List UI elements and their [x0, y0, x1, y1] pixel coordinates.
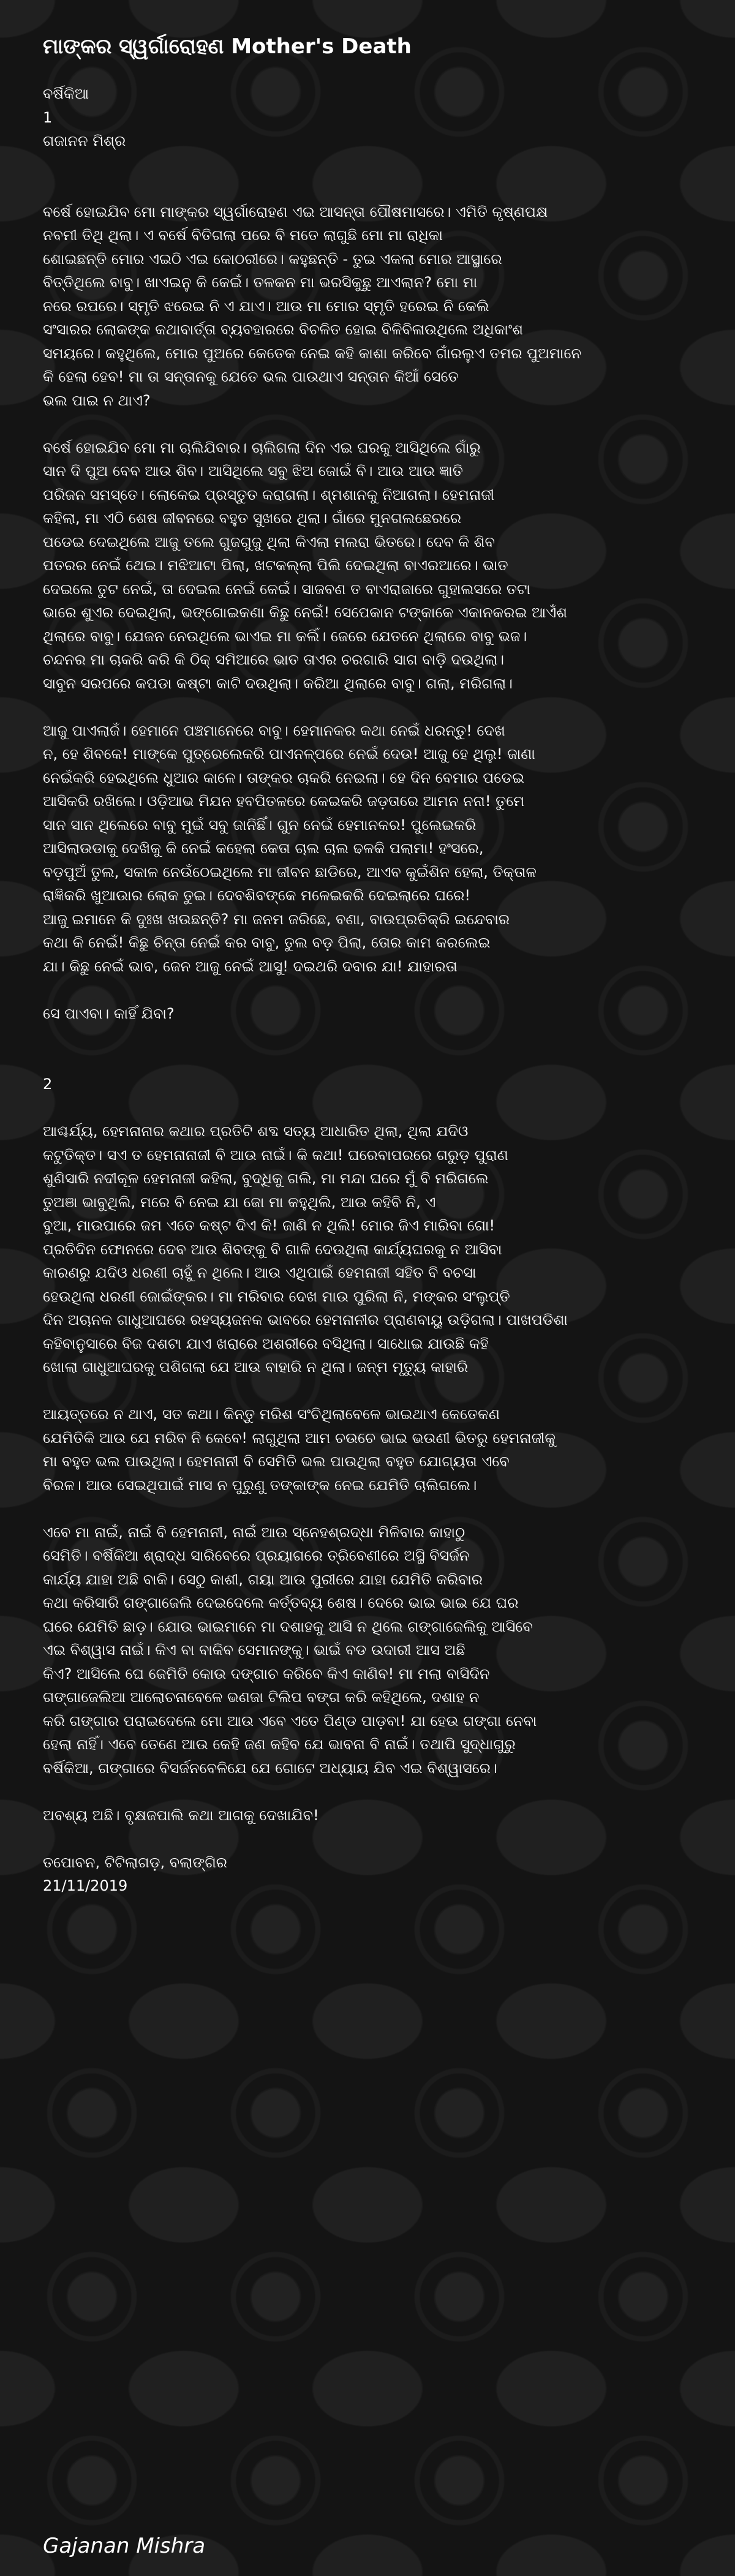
poem-line: ସାବୁନ ସରପରେ କପଡା କଷ୍ଟା କାଟି ଦଉଥିଲା। କରିଆ ଥିଲାରେ ବାବୁ। ଗଲା, ମରିଗଲା।	[43, 674, 513, 692]
blank-line	[43, 1096, 692, 1120]
poem-line: ବର୍ଷେ ହୋଇଯିବ ମୋ ମା ଚାଲିଯିବାର। ଚାଲିଗଲା ଦିନ ଏଇ ଘରକୁ ଆସିଥିଲେ ଗାଁରୁ	[43, 439, 481, 456]
poem-line: ବର୍ଷିକିଆ, ଗଙ୍ଗାରେ ବିସର୍ଜନବେଳିଯେ ଯେ ଗୋଟେ ଅଧ୍ୟାୟ ଯିବ ଏଇ ବିଶ୍ୱାସରେ।	[43, 1759, 497, 1777]
poem-line: ଦିନ ଅଚାନକ ଗାଧୁଆଘରେ ରହସ୍ୟଜନକ ଭାବରେ ହେମନାନୀର ପ୍ରାଣବାୟୁ ଉଡ଼ିଗଲା। ପାଖପଡିଶା	[43, 1311, 568, 1328]
poem-line: ପରିଜନ ସମସ୍ତେ। ଲୋକେଇ ପ୍ରସ୍ତୁତ କରାଗଲା। ଶ୍ମଶାନକୁ ନିଆଗଲା। ହେମନାଜୀ	[43, 486, 495, 503]
poem-line: ନେଇଁକରି ହେଇଥିଲେ ଧୁଆର କାଳେ। ତାଙ୍କର ଚାକରି ନେଇଲା। ହେ ଦିନ ବେମାର ପଡେଇ	[43, 769, 524, 786]
poem-line: ଦେଇଲେ ତୁଟ ନେଇଁ, ତା ଦେଇଲ ନେଇଁ କେଇଁ। ସାଜବଣ ତ ବାଏରାଜାରେ ଗୁହାଲସରେ ତଟା	[43, 580, 530, 598]
blank-line	[43, 1827, 692, 1851]
blank-line	[43, 153, 692, 177]
poem-line: ଭାରେ ଶୁଏର ଦେଇଥିଲା, ଭଙ୍ଗୋଇକଣା କିଛୁ ନେଇଁ! ସେପେକାନ ଟଙ୍କାକେ ଏକାନକରଇ ଆଏଁଶ	[43, 604, 567, 621]
poem-line: ଥିଲାରେ ବାବୁ। ଯେଜନ ନେଉଥିଲେ ଭାଏଇ ମା କଲିଁ। ଜେରେ ଯେତନେ ଥିଲାରେ ବାବୁ ଭଜ।	[43, 627, 527, 645]
poem-line: ଗଙ୍ଗାଜେଲିଆ ଆଲୋଚନାବେଳେ ଭଣଜା ଟିଲିପ ବଙ୍ଗ କରି କହିଥିଲେ, ଦଶାହ ନ	[43, 1689, 480, 1706]
poem-line: ପ୍ରତିଦିନ ଫୋନରେ ଦେବ ଆଉ ଶିବଙ୍କୁ ବି ଗାଳି ଦେଉଥିଲା କାର୍ଯ୍ୟଘରକୁ ନ ଆସିବା	[43, 1240, 502, 1258]
blank-line	[43, 1780, 692, 1804]
poem-line: ଭଲ ପାଇ ନ ଥାଏ?	[43, 391, 151, 409]
poem-line: ଆସିଲାଉଡାକୁ ଦେଖିକୁ କି ନେଇଁ କହେଲା କେତା ଚାଲ ଚାଲ ଢଳକି ପଲାମା! ହଂସରେ,	[43, 840, 484, 857]
blank-line	[43, 695, 692, 719]
poem-line: ବିରଳ। ଆଉ ସେଇଥିପାଇଁ ମାସ ନ ପୁରୁଣୁ ତଙ୍କାଙ୍କ ନେଇ ଯେମିତି ଚାଲିଗଲେ।	[43, 1476, 477, 1494]
poem-line: ବଡ଼ପୁଅଁ ତୁଲ, ସକାଳ ନେଉଁଠେଇଥିଲେ ମା ଜୀବନ ଛାଡିରେ, ଆଏବ କୁଇଁଶିନ ହେଲା, ତିକ୍ତାଳ	[43, 863, 537, 881]
poem-line: କାରଣରୁ ଯଦିଓ ଧରଣୀ ଚାହୁଁ ନ ଥିଲେ। ଆଉ ଏଥିପାଇଁ ହେମନାଜୀ ସହିତ ବି ବଚସା	[43, 1264, 477, 1281]
poem-line: ସାନ ସାନ ଥିଲେରେ ବାବୁ ମୁଇଁ ସବୁ ଜାନିଛିଁ। ଗୁନ ନେଇଁ ହେମାନକର! ପୁଲେଇକରି	[43, 816, 477, 834]
poem-line: ଯା। କିଛୁ ନେଇଁ ଭାବ, ଜେନ ଆଜୁ ନେଇଁ ଆସୁ! ଦଇଥରି ଦବାର ଯା! ଯାହାରତା	[43, 957, 458, 975]
blank-line	[43, 176, 692, 200]
poem-line: ଘରେ ଯେମିତି ଛାଡ଼। ଯୋଉ ଭାଇମାନେ ମା ଦଶାହକୁ ଆସି ନ ଥିଲେ ଗଙ୍ଗାଜେଲିକୁ ଆସିବେ	[43, 1618, 533, 1635]
poem-line: 2	[43, 1075, 53, 1093]
poem-line: ଏଇ ବିଶ୍ୱାସ ନାଇଁ। କିଏ ବା ବାକିବ ସେମାନଙ୍କୁ। ଭାଇଁ ବଡ ଉଦାରୀ ଆସ ଅଛି	[43, 1641, 466, 1659]
blank-line	[43, 978, 692, 1002]
poem-line: ଆଜୁ ଇମାନେ କି ଦୁଃଖ ଖଉଛନ୍ତି? ମା ଜନମ ଜରିଛେ, ବଣା, ବାଉପ୍ରତିକ୍ରି ଇନ୍ଦେବାର	[43, 910, 510, 928]
poem-line: ଚନ୍ଦନର ମା ଚାକରି କରି କି ଠିକ୍ ସମିଆରେ ଭାତ ତାଏର ଚରଗାରି ସାଗ ବାଡ଼ି ଦଉଥିଲା।	[43, 651, 505, 668]
poem-line: ହେଉଥିଲା ଧରଣୀ ଜୋଇଁଙ୍କର। ମା ମରିବାର ଦେଖ ମାଉ ପୁରିଲା ନି, ମଙ୍କର ସଂଲୁପ୍ତି	[43, 1287, 510, 1305]
author-name: Gajanan Mishra	[43, 2534, 206, 2558]
poem-line: ତପୋବନ, ଟିଟିଲାଗଡ଼, ବଲାଙ୍ଗିର	[43, 1853, 227, 1871]
poem-line: କରି ଗଙ୍ଗାର ପରାଇଦେଲେ ମୋ ଆଉ ଏବେ ଏତେ ପିଣ୍ଡ ପାଡ଼ବା! ଯା ହେଉ ଗଙ୍ଗା ନେବା	[43, 1712, 537, 1730]
poem-line: ବର୍ଷିକିଆ	[43, 85, 89, 102]
poem-line: 21/11/2019	[43, 1877, 128, 1894]
poem-line: କି ହେଲା ହେବ! ମା ତା ସନ୍ତାନକୁ ଯେତେ ଭଲ ପାଉଥାଏ ସନ୍ତାନ କିଆଁ ସେତେ	[43, 368, 459, 385]
poem-line: ଶୋଇଛନ୍ତି ମୋର ଏଇଠି ଏଇ କୋଠରୀରେ। କହୁଛନ୍ତି - ତୁଇ ଏକଲା ମୋର ଆସ୍ଥାରେ	[43, 250, 502, 268]
poem-line: ଆୟତ୍ତରେ ନ ଥାଏ, ସତ କଥା। କିନ୍ତୁ ମରିଶ ସଂଚିଥିଲାବେଳେ ଭାଇଥାଏ କେତେକଣ	[43, 1406, 500, 1423]
poem-line: ଆଜୁ ପାଏଲାଜଁ। ହେମାନେ ପଞ୍ଚମାନେରେ ବାବୁ। ହେମାନକର କଥା ନେଇଁ ଧରନ୍ତୁ! ଦେଖ	[43, 721, 505, 739]
poem-line: ଶୁଣିସାରି ନଦୀକୂଳ ହେମନାଜୀ କହିଲା, ବୁଦ୍ଧିକୁ ଗଲି, ମା ମନ୍ଦା ଘରେ ମୁଁ ବି ମରିଗଲେ	[43, 1170, 489, 1187]
poem-line: ଯେମିତିକି ଆଉ ଯେ ମରିବ ନି କେବେ! ଲାଗୁଥିଲା ଆମ ଚଉଚେ ଭାଇ ଭଉଣୀ ଭିତରୁ ହେମନାଜୀକୁ	[43, 1429, 556, 1447]
blank-line	[43, 1379, 692, 1403]
poem-line: ଏବେ ମା ନାଇଁ, ନାଇଁ ବି ହେମନାନୀ, ନାଇଁ ଆଉ ସ୍ନେହଶ୍ରଦ୍ଧା ମିଳିବାର କାହାଠୁ	[43, 1523, 466, 1541]
poem-body	[43, 82, 692, 1898]
poem-line: କଟୁତିକ୍ତ। ସଏ ତ ହେମନାନାଜୀ ବି ଆଉ ନାଇଁ। କି କଥା! ଘରେବାପରରେ ଗରୁଡ଼ ପୁରାଣ	[43, 1146, 508, 1164]
poem-line: ସେମିତି। ବର୍ଷିକିଆ ଶ୍ରାଦ୍ଧ ସାରିବେରେ ପ୍ରୟାଗରେ ତ୍ରିବେଣୀରେ ଅସ୍ଥି ବିସର୍ଜନ	[43, 1547, 470, 1564]
poem-line: ତୁଅଞା ଭାବୁଥିଲି, ମରେ ବି ନେଇ ଯା ଜୋ ମା କହୁଥିଲି, ଆଉ କହିବି ନି, ଏ	[43, 1193, 436, 1211]
poem-line: କାର୍ଯ୍ୟ ଯାହା ଅଛି ବାକି। ସେଠୁ କାଶୀ, ଗୟା ଆଉ ପୁରୀରେ ଯାହା ଯେମିତି କରିବାର	[43, 1570, 483, 1588]
poem-line: ଆସିକରି ରଖିଲେ। ଓଡ଼ିଆଭ ମିଯନ ହବପିତଳରେ କେଇକରି ଜଡ଼ତାରେ ଆମନ ନନା! ତୁମେ	[43, 793, 525, 810]
poem-line: ଗଜାନନ ମିଶ୍ର	[43, 132, 126, 149]
blank-line	[43, 412, 692, 436]
poem-line: ସାନ ଦି ପୁଅ ବେବ ଆଉ ଶିବ। ଆସିଥିଲେ ସବୁ ଝିଅ ଜୋଇଁ ବି। ଆଉ ଆଉ ଜ୍ଞାତି	[43, 462, 463, 480]
poem-line: ପଡେଇ ଦେଇଥିଲେ ଆଜୁ ତଲେ ଗୁଜଗୁଜୁ ଥିଲା କିଏଲା ମଲରା ଭିତରେ। ଦେବ କି ଶିବ	[43, 533, 495, 551]
blank-line	[43, 1025, 692, 1049]
poem-line: କହିବାନୁସାରେ ବିଜ ଦଶଟା ଯାଏ ଖରାରେ ଅଶରୀରେ ବସିଥିଲା। ସାଧୋଇ ଯାଉଛି କହି	[43, 1335, 489, 1352]
poem-line: ନରେ ରପରେ। ସ୍ମୃତି ଝରେଇ ନି ଏ ଯାଏ। ଆଉ ମା ମୋର ସ୍ମୃତି ହରେଇ ନି କେଲି	[43, 297, 489, 315]
poem-line: ଆଶ୍ଚର୍ଯ୍ୟ, ହେମନାନାର କଥାର ପ୍ରତିଟି ଶବ୍ଦ ସତ୍ୟ ଆଧାରିତ ଥିଲା, ଥିଲା ଯଦିଓ	[43, 1123, 469, 1140]
poem-line: ବୁଆ, ମାଉପାରେ ଜମ ଏତେ କଷ୍ଟ ଦିଏ କି! ଜାଣି ନ ଥିଲି! ମୋର ଜିଏ ମାରିବା ଗୋ!	[43, 1217, 496, 1234]
blank-line	[43, 1497, 692, 1521]
poem-line: ମା ବହୁତ ଭଲ ପାଉଥିଲା। ହେମନାନୀ ବି ସେମିତି ଭଲ ପାଉଥିଲା ବହୁତ ଯୋଗ୍ୟତା ଏବେ	[43, 1453, 510, 1470]
poem-line: ବିତ୍ତିଥିଲେ ବାବୁ। ଖାଏଇନୁ କି କେଇଁ। ତଳକନ ମା ଭରସିକୁଛୁ ଆଏଲାନ? ମୋ ମା	[43, 274, 478, 291]
blank-line	[43, 1049, 692, 1073]
poem-line: ନବମୀ ତିଥି ଥିଲା। ଏ ବର୍ଷେ ବିତିଗଲା ପରେ ବି ମତେ ଲାଗୁଛି ମୋ ମା ରାଧିକା	[43, 227, 443, 244]
poem-line: କଥା କରିସାରି ଗଙ୍ଗାଜେଲି ଦେଇଦେଲେ କର୍ତ୍ତବ୍ୟ ଶେଷ। ଦେରେ ଭାଇ ଭାଇ ଯେ ଘର	[43, 1594, 519, 1611]
poem-line: ନ, ହେ ଶିବକେ! ମାଙ୍କେ ପୁତ୍ରେଲେକରି ପାଏନଳ୍ପରେ ନେଇଁ ଦେଉ! ଆଜୁ ହେ ଥିଲୁ! ଜାଣା	[43, 745, 535, 763]
poem-line: ରାଜ୍ଞିକରି ଖୁଆଉାର ଲୋକ ତୁଇ। ଦେବଶିବଙ୍କେ ମଳେଇକରି ଦେଇଲାରେ ଘରେ!	[43, 887, 471, 904]
poem-line: 1	[43, 108, 53, 126]
poem-line: ସମୟରେ। କହୁଥିଲେ, ମୋର ପୁଅରେ କେତେକ ନେଇ କହି କାଶା କରିବେ ଗାଁରଲୁଏ ତମର ପୁଅମାନେ	[43, 344, 582, 362]
poem-line: ସେ ପାଏବା। କାହିଁ ଯିବା?	[43, 1004, 175, 1022]
poem-line: କହିଲା, ମା ଏଠି ଶେଷ ଜୀବନରେ ବହୁତ ସୁଖରେ ଥିଲା। ଗାଁରେ ମୁନଗଲଛେରରେ	[43, 510, 462, 527]
poem-line: ଖୋଲା ଗାଧୁଆଘରକୁ ପଶିଗଲା ଯେ ଆଉ ବାହାରି ନ ଥିଲା। ଜନ୍ମ ମୃତ୍ୟୁ କାହାରି	[43, 1358, 469, 1376]
poem-title: ମାଙ୍କର ସ୍ୱର୍ଗାରୋହଣ Mother's Death	[43, 34, 412, 59]
poem-line: ଅବଶ୍ୟ ଅଛି। ବୃକ୍ଷଜପାଲି କଥା ଆଗକୁ ଦେଖାଯିବ!	[43, 1806, 319, 1824]
poem-line: ବର୍ଷେ ହୋଇଯିବ ମୋ ମାଙ୍କର ସ୍ୱର୍ଗାରୋହଣ ଏଇ ଆସନ୍ତା ପୌଷମାସରେ। ଏମିତି କୃଷ୍ଣପକ୍ଷ	[43, 203, 548, 220]
poem-line: କିଏ? ଆସିଲେ ଘେ ଜେମିତି କୋଉ ଦଙ୍ଗାଚ କରିବେ କିଏ କାଣିବ! ମା ମଲା ବାସିଦିନ	[43, 1665, 490, 1682]
poem-line: ପତରର ନେଇଁ ଥେଇ। ମଝିଆଟା ପିଲା, ଖଟକଲ୍ଲା ପିଲି ଦେଇଥିଲା ବାଏରଆରେ। ଭାତ	[43, 557, 508, 574]
poem-line: କଥା କି ନେଇଁ! କିଛୁ ଚିନ୍ତା ନେଇଁ କର ବାବୁ, ତୁଲ ବଡ଼ ପିଲା, ତୋର କାମ କରଲେଇ	[43, 934, 491, 951]
poem-line: ହେଲା ନାହିଁ। ଏବେ ତେଣେ ଆଉ କେହି ଜଣ କହିବ ଯେ ଭାବନା ବି ନାଇଁ। ତଥାପି ସୁଦ୍ଧାଗୁରୁ	[43, 1736, 516, 1753]
poem-line: ସଂସାରର ଲୋକଙ୍କ କଥାବାର୍ତ୍ତା ବ୍ୟବହାରରେ ବିଚଳିତ ହୋଇ ବିଳିବିଳାଉଥିଲେ ଅଧିକାଂଶ	[43, 321, 524, 338]
